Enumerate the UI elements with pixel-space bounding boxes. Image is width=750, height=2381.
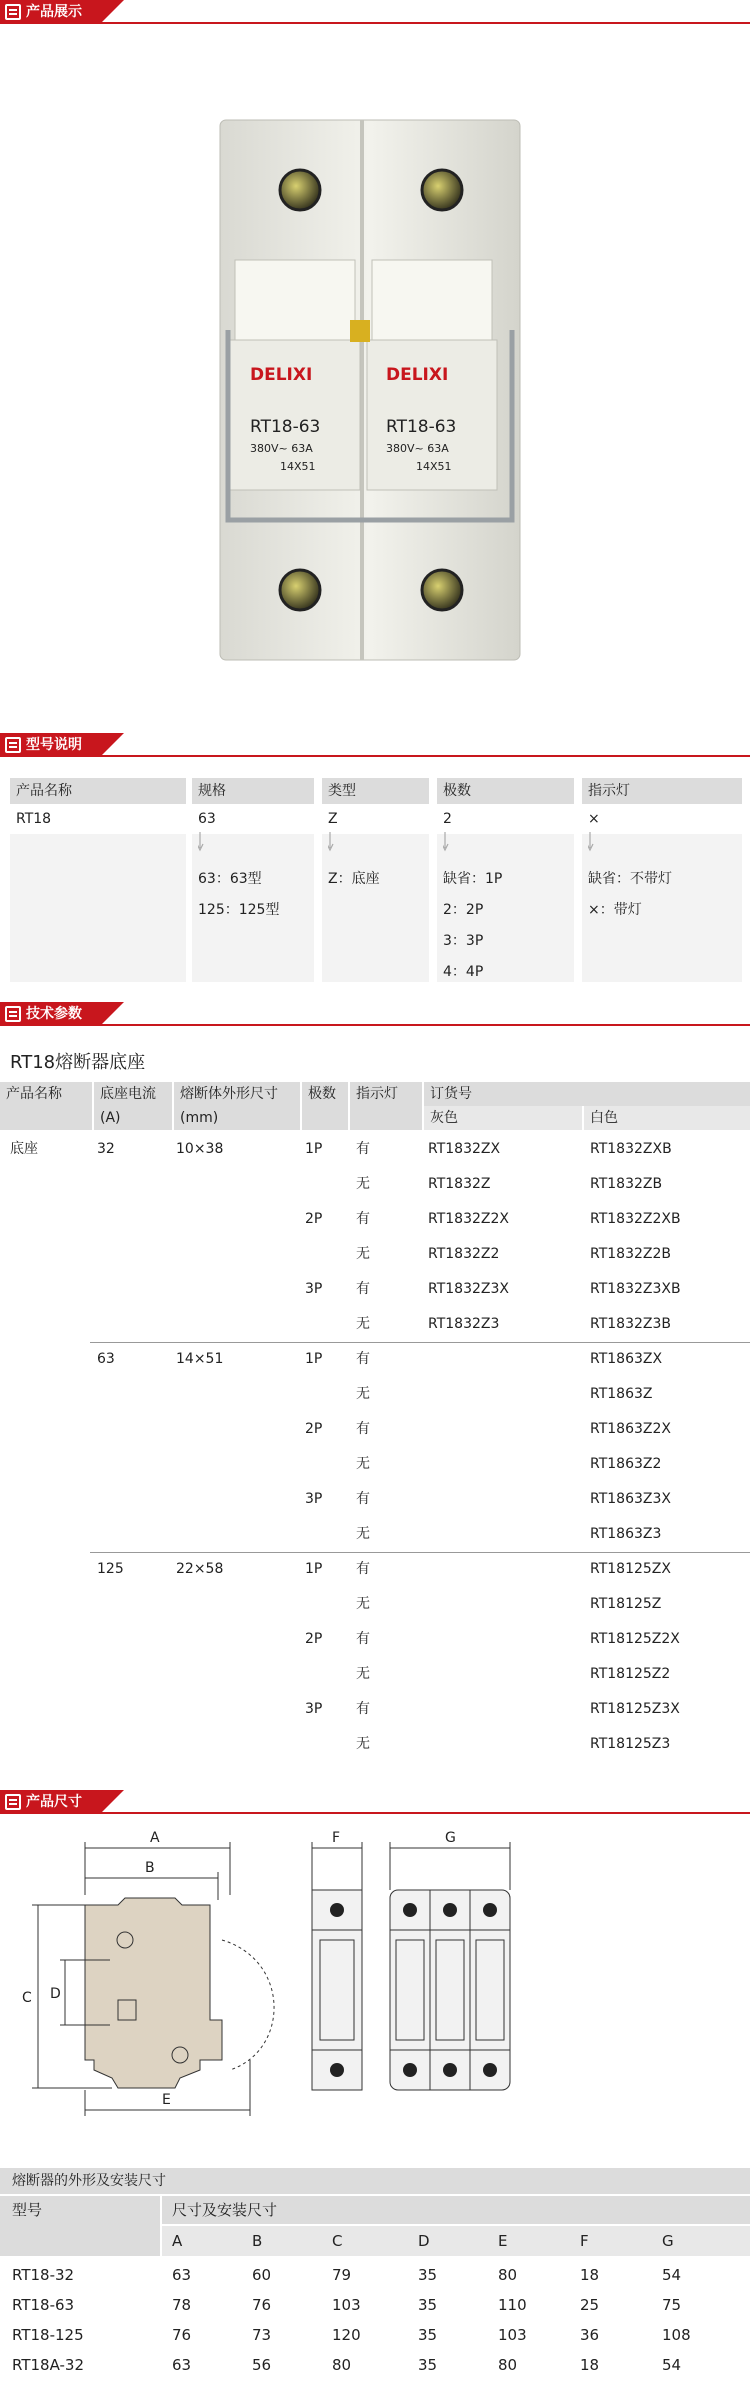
section-title: 产品尺寸 <box>26 1794 82 1810</box>
dims-value: 35 <box>418 2266 438 2284</box>
dim-label-e: E <box>162 2092 171 2108</box>
spec-fuse-size: 22×58 <box>176 1561 224 1577</box>
arrow-down-icon <box>588 832 598 854</box>
spec-order-white: RT1863Z2 <box>590 1456 662 1472</box>
dims-col-head: B <box>252 2232 263 2250</box>
dims-value: 79 <box>332 2266 352 2284</box>
dims-value: 76 <box>252 2296 272 2314</box>
spec-order-grey: RT1832ZX <box>428 1141 501 1157</box>
model-desc-line: 63：63型 <box>198 871 262 887</box>
model-label-right: RT18-63 <box>386 417 457 437</box>
spec-head-size-2: (mm) <box>180 1110 219 1126</box>
dims-value: 35 <box>418 2326 438 2344</box>
arrow-down-icon <box>328 832 338 854</box>
size-label-right: 14X51 <box>416 460 452 473</box>
dims-value: 75 <box>662 2296 682 2314</box>
model-col-value: 63 <box>192 806 314 832</box>
dims-value: 103 <box>498 2326 527 2344</box>
model-col-desc <box>437 834 574 982</box>
model-desc-line: 2：2P <box>443 902 484 918</box>
spec-order-white: RT1863Z3X <box>590 1491 671 1507</box>
dim-label-b: B <box>145 1860 155 1876</box>
brand-label-left: DELIXI <box>250 365 313 385</box>
dims-value: 18 <box>580 2356 600 2374</box>
spec-lamp: 有 <box>356 1491 370 1507</box>
table-row <box>0 1587 750 1622</box>
rating-label-right: 380V~ 63A <box>386 442 449 455</box>
table-row <box>0 1412 750 1447</box>
spec-lamp: 有 <box>356 1561 370 1577</box>
model-col-value: × <box>582 806 742 832</box>
model-label-left: RT18-63 <box>250 417 321 437</box>
table-row <box>0 2350 750 2380</box>
product-photo <box>200 110 550 670</box>
spec-fuse-size: 14×51 <box>176 1351 224 1367</box>
model-desc-line: 125：125型 <box>198 902 280 918</box>
spec-title: RT18熔断器底座 <box>10 1052 146 1073</box>
model-desc-line: Z：底座 <box>328 871 380 887</box>
table-row <box>0 2290 750 2320</box>
brand-label-right: DELIXI <box>386 365 449 385</box>
spec-current: 32 <box>97 1141 115 1157</box>
dims-value: 63 <box>172 2356 192 2374</box>
dims-col-head: F <box>580 2232 589 2250</box>
spec-order-white: RT18125Z2 <box>590 1666 671 1682</box>
spec-head-current-2: (A) <box>100 1110 121 1126</box>
table-row <box>0 1272 750 1307</box>
spec-lamp: 有 <box>356 1421 370 1437</box>
dims-head-size: 尺寸及安装尺寸 <box>172 2201 278 2219</box>
spec-head-current <box>94 1082 172 1130</box>
section-header-display <box>0 0 750 24</box>
spec-head-size-1: 熔断体外形尺寸 <box>180 1086 278 1102</box>
dims-value: 35 <box>418 2296 438 2314</box>
spec-current: 125 <box>97 1561 124 1577</box>
document-icon <box>5 737 21 753</box>
spec-lamp: 无 <box>356 1246 370 1262</box>
spec-order-white: RT1832Z2B <box>590 1246 671 1262</box>
spec-head-white: 白色 <box>584 1106 750 1130</box>
spec-lamp: 有 <box>356 1141 370 1157</box>
spec-order-white: RT1863ZX <box>590 1351 663 1367</box>
dims-value: 25 <box>580 2296 600 2314</box>
spec-head-name: 产品名称 <box>0 1082 92 1130</box>
model-desc-line: 缺省：1P <box>443 871 503 887</box>
dims-model: RT18-63 <box>12 2296 75 2314</box>
table-row <box>0 1377 750 1412</box>
dims-model: RT18-125 <box>12 2326 84 2344</box>
dims-col-head: C <box>332 2232 343 2250</box>
dims-value: 76 <box>172 2326 192 2344</box>
spec-poles: 1P <box>305 1141 323 1157</box>
model-col-head: 极数 <box>437 778 574 804</box>
spec-lamp: 无 <box>356 1316 370 1332</box>
dimension-drawing <box>0 1820 750 2120</box>
section-header-tech <box>0 1002 750 1026</box>
model-col-desc <box>322 834 429 982</box>
spec-poles: 1P <box>305 1561 323 1577</box>
spec-order-white: RT18125ZX <box>590 1561 671 1577</box>
dims-value: 73 <box>252 2326 272 2344</box>
spec-fuse-size: 10×38 <box>176 1141 224 1157</box>
dims-value: 18 <box>580 2266 600 2284</box>
model-col-desc <box>582 834 742 982</box>
section-title: 产品展示 <box>26 4 82 20</box>
dims-value: 80 <box>498 2266 518 2284</box>
table-row <box>0 1482 750 1517</box>
document-icon <box>5 4 21 20</box>
dims-value: 54 <box>662 2266 682 2284</box>
dims-value: 56 <box>252 2356 272 2374</box>
spec-head-size <box>174 1082 300 1130</box>
table-row <box>0 2260 750 2290</box>
arrow-down-icon <box>198 832 208 854</box>
spec-poles: 2P <box>305 1631 323 1647</box>
dims-table-title: 熔断器的外形及安装尺寸 <box>0 2168 750 2194</box>
spec-head-current-1: 底座电流 <box>100 1086 156 1102</box>
spec-head-lamp: 指示灯 <box>350 1082 422 1130</box>
spec-order-white: RT1863Z3 <box>590 1526 662 1542</box>
section-header-size <box>0 1790 750 1814</box>
section-title: 技术参数 <box>26 1006 82 1022</box>
section-header-model <box>0 733 750 757</box>
spec-order-white: RT1832Z3B <box>590 1316 671 1332</box>
dim-label-g: G <box>445 1830 456 1846</box>
model-col-head: 规格 <box>192 778 314 804</box>
model-col-value: RT18 <box>10 806 186 832</box>
spec-order-white: RT1832Z2XB <box>590 1211 681 1227</box>
spec-lamp: 无 <box>356 1596 370 1612</box>
dims-value: 35 <box>418 2356 438 2374</box>
model-col-head: 类型 <box>322 778 429 804</box>
table-row <box>0 1692 750 1727</box>
spec-order-white: RT1863Z2X <box>590 1421 671 1437</box>
dim-label-f: F <box>332 1830 341 1846</box>
dim-label-d: D <box>50 1986 61 2002</box>
spec-poles: 3P <box>305 1281 323 1297</box>
table-row <box>0 1552 750 1587</box>
dims-value: 80 <box>498 2356 518 2374</box>
spec-poles: 3P <box>305 1701 323 1717</box>
spec-order-grey: RT1832Z2 <box>428 1246 500 1262</box>
spec-lamp: 无 <box>356 1736 370 1752</box>
spec-head-poles: 极数 <box>302 1082 348 1130</box>
dims-model: RT18A-32 <box>12 2356 85 2374</box>
dims-col-head: A <box>172 2232 183 2250</box>
spec-order-white: RT1832Z3XB <box>590 1281 681 1297</box>
table-row <box>0 1517 750 1552</box>
model-col-desc <box>192 834 314 982</box>
dims-col-head: D <box>418 2232 430 2250</box>
dims-col-head: G <box>662 2232 674 2250</box>
size-label-left: 14X51 <box>280 460 316 473</box>
spec-poles: 1P <box>305 1351 323 1367</box>
spec-order-white: RT1863Z <box>590 1386 653 1402</box>
spec-order-white: RT18125Z3X <box>590 1701 680 1717</box>
model-col-desc <box>10 834 186 982</box>
spec-poles: 3P <box>305 1491 323 1507</box>
model-desc-line: 4：4P <box>443 964 484 980</box>
spec-lamp: 有 <box>356 1211 370 1227</box>
dims-value: 36 <box>580 2326 600 2344</box>
table-row <box>0 1622 750 1657</box>
spec-head-order: 订货号 <box>424 1082 750 1106</box>
dim-label-a: A <box>150 1830 160 1846</box>
spec-order-grey: RT1832Z2X <box>428 1211 509 1227</box>
dims-col-head: E <box>498 2232 508 2250</box>
dims-value: 63 <box>172 2266 192 2284</box>
table-row <box>0 1657 750 1692</box>
spec-order-white: RT1832ZB <box>590 1176 663 1192</box>
spec-order-white: RT18125Z2X <box>590 1631 680 1647</box>
arrow-down-icon <box>443 832 453 854</box>
spec-current: 63 <box>97 1351 115 1367</box>
table-row <box>0 2320 750 2350</box>
dims-value: 60 <box>252 2266 272 2284</box>
document-icon <box>5 1006 21 1022</box>
spec-order-white: RT18125Z3 <box>590 1736 671 1752</box>
spec-lamp: 有 <box>356 1701 370 1717</box>
model-desc-line: 3：3P <box>443 933 484 949</box>
model-desc-line: ×：带灯 <box>588 902 642 918</box>
spec-lamp: 有 <box>356 1631 370 1647</box>
spec-order-white: RT18125Z <box>590 1596 662 1612</box>
table-row <box>0 1727 750 1762</box>
spec-lamp: 无 <box>356 1526 370 1542</box>
dim-label-c: C <box>22 1990 32 2006</box>
model-col-value: Z <box>322 806 429 832</box>
spec-lamp: 有 <box>356 1281 370 1297</box>
section-title: 型号说明 <box>26 737 82 753</box>
table-row <box>0 1167 750 1202</box>
dims-value: 80 <box>332 2356 352 2374</box>
model-col-head: 指示灯 <box>582 778 742 804</box>
table-row <box>0 1307 750 1342</box>
rating-label-left: 380V~ 63A <box>250 442 313 455</box>
spec-head-grey: 灰色 <box>424 1106 582 1130</box>
dims-value: 110 <box>498 2296 527 2314</box>
table-row <box>0 1237 750 1272</box>
dims-model: RT18-32 <box>12 2266 75 2284</box>
dims-value: 78 <box>172 2296 192 2314</box>
spec-lamp: 无 <box>356 1176 370 1192</box>
spec-lamp: 无 <box>356 1386 370 1402</box>
spec-lamp: 无 <box>356 1456 370 1472</box>
dims-value: 54 <box>662 2356 682 2374</box>
table-row <box>0 1447 750 1482</box>
spec-lamp: 有 <box>356 1351 370 1367</box>
spec-order-white: RT1832ZXB <box>590 1141 672 1157</box>
spec-poles: 2P <box>305 1211 323 1227</box>
table-row <box>0 1342 750 1377</box>
dims-value: 120 <box>332 2326 361 2344</box>
spec-poles: 2P <box>305 1421 323 1437</box>
spec-order-grey: RT1832Z <box>428 1176 491 1192</box>
spec-name-value: 底座 <box>10 1141 38 1157</box>
dims-value: 103 <box>332 2296 361 2314</box>
dims-head-model: 型号 <box>12 2201 43 2219</box>
spec-lamp: 无 <box>356 1666 370 1682</box>
table-row <box>0 1132 750 1167</box>
model-desc-line: 缺省：不带灯 <box>588 871 672 887</box>
spec-order-grey: RT1832Z3X <box>428 1281 509 1297</box>
table-row <box>0 1202 750 1237</box>
document-icon <box>5 1794 21 1810</box>
dims-value: 108 <box>662 2326 691 2344</box>
model-col-value: 2 <box>437 806 574 832</box>
spec-order-grey: RT1832Z3 <box>428 1316 500 1332</box>
model-col-head: 产品名称 <box>10 778 186 804</box>
